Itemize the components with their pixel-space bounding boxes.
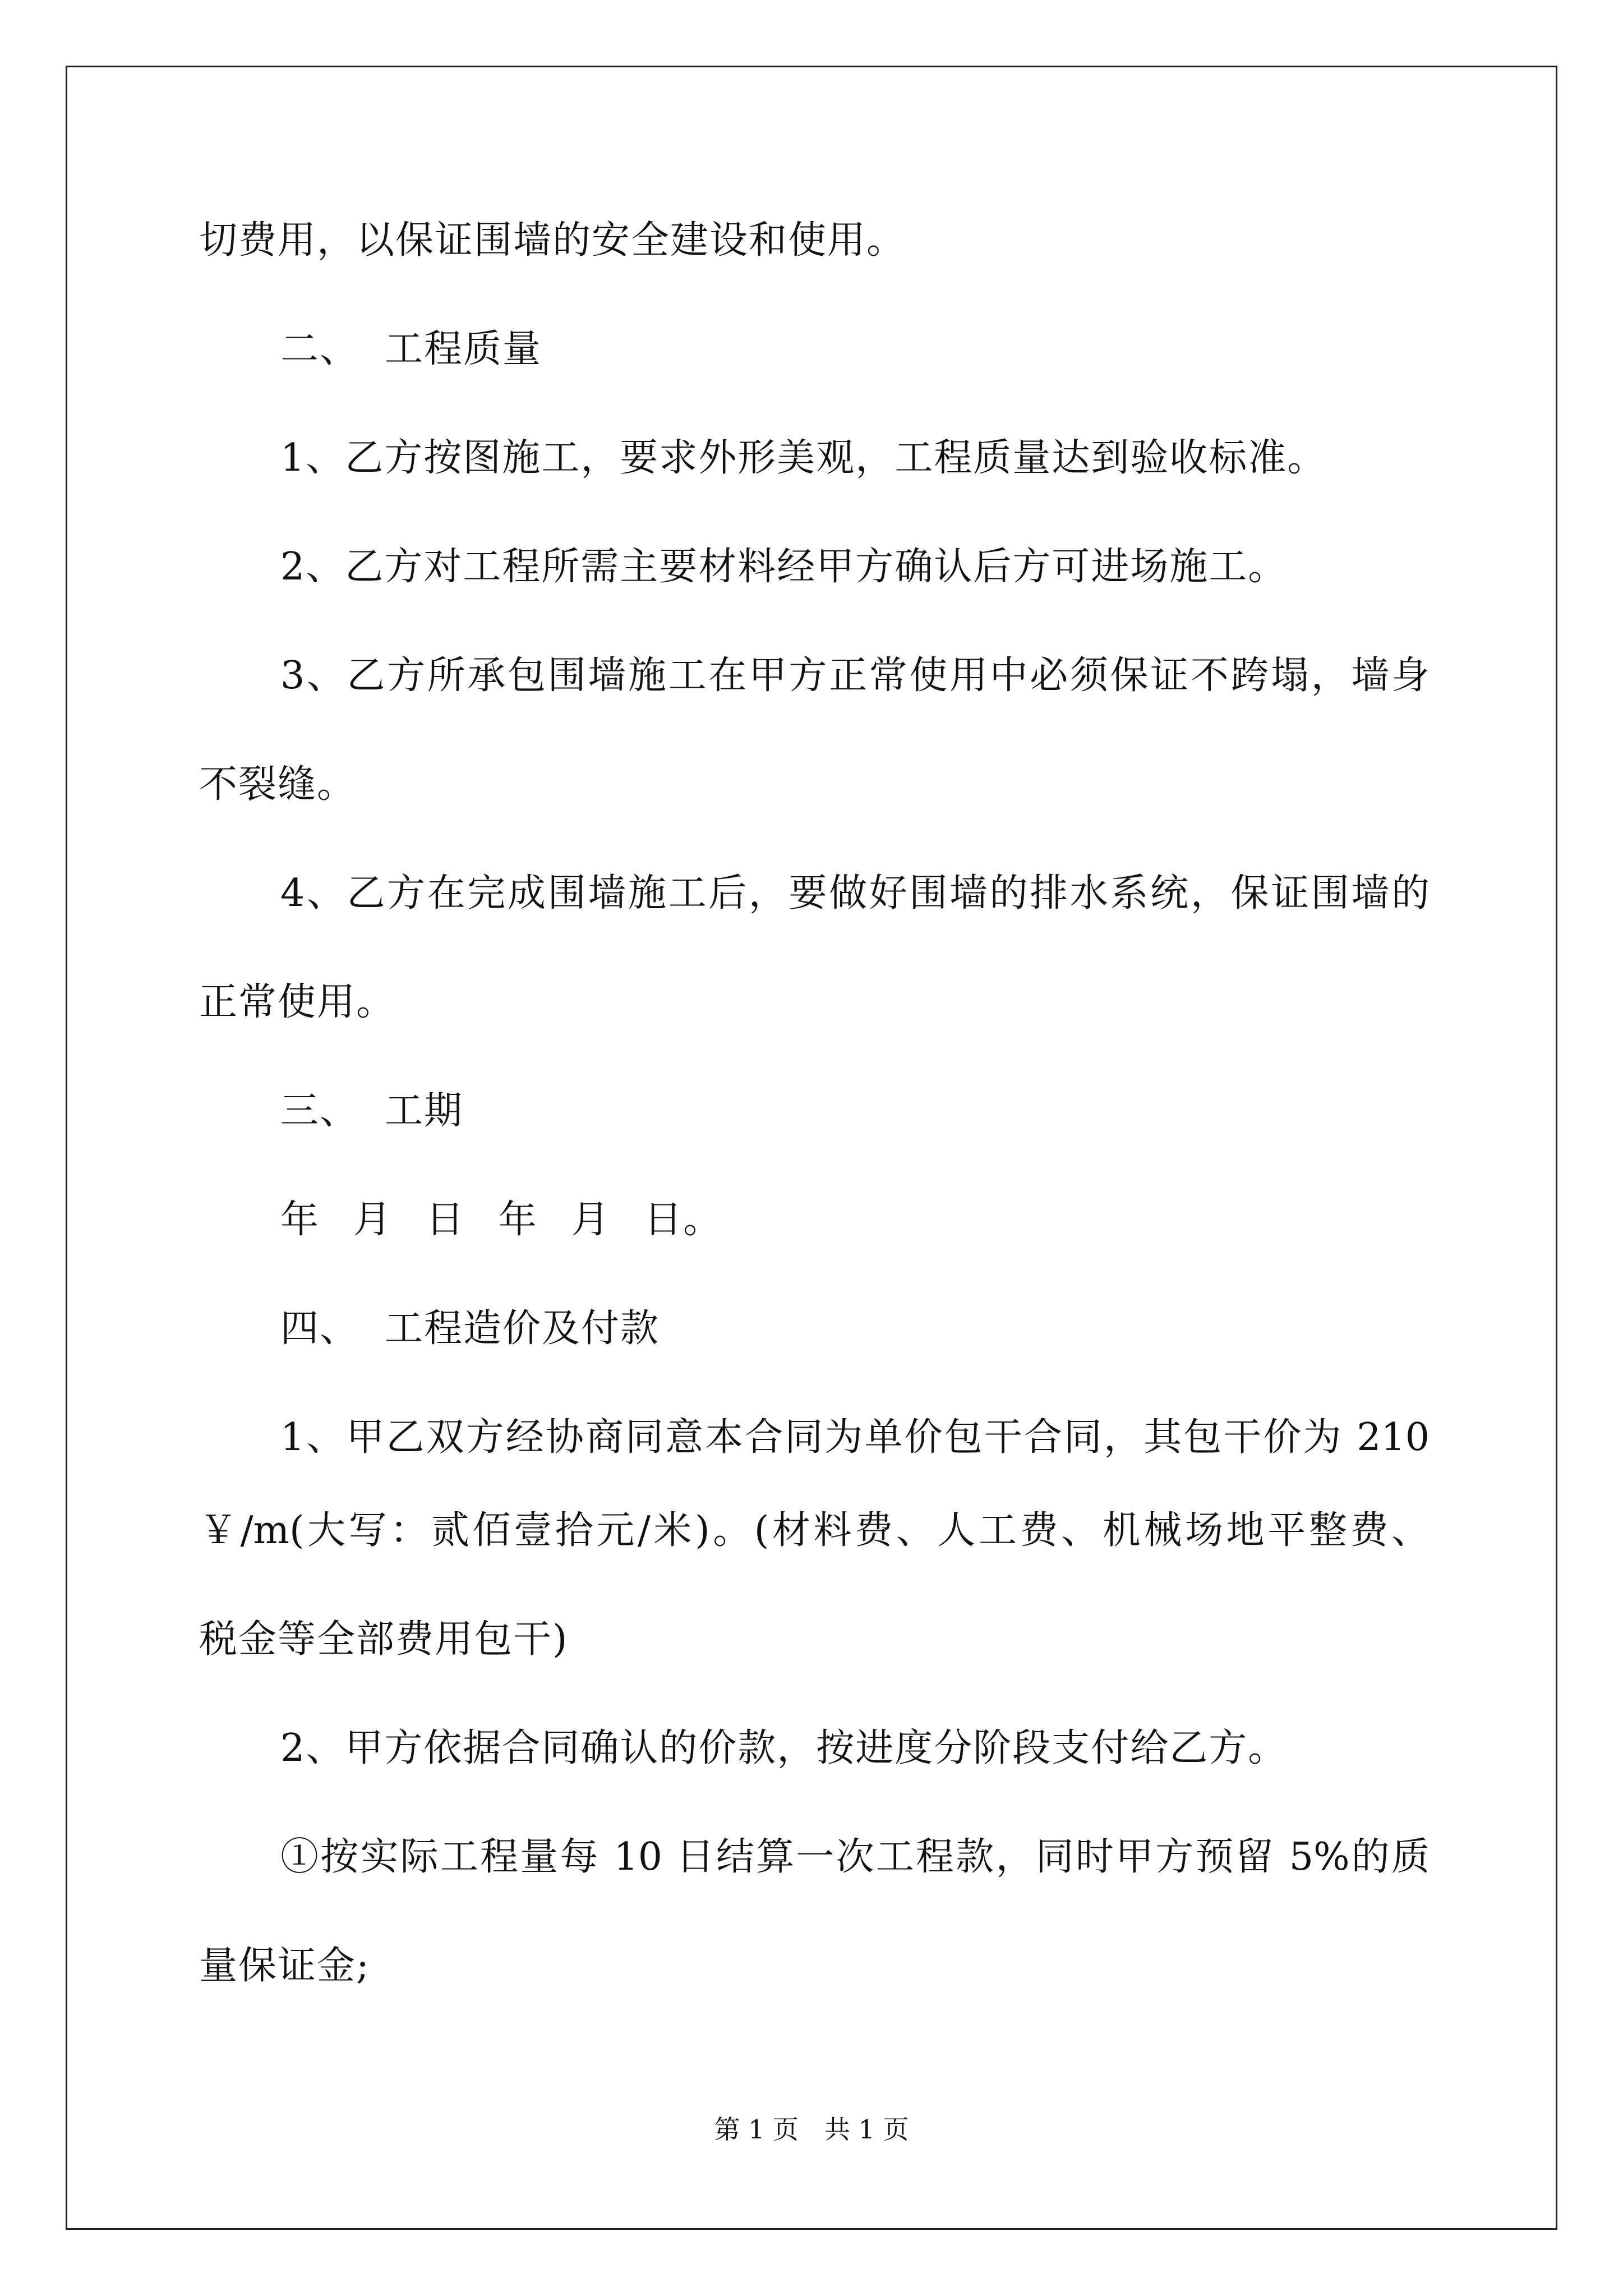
section-number: 三、	[280, 1089, 359, 1133]
section-heading: 工期	[385, 1089, 464, 1133]
paragraph-line: 量保证金;	[199, 1944, 370, 1988]
paragraph-line: 切费用，以保证围墙的安全建设和使用。	[199, 218, 906, 263]
paragraph-line: 1、甲乙双方经协商同意本合同为单价包干合同，其包干价为 210	[280, 1415, 1430, 1460]
page-number: 第 1 页	[714, 2114, 799, 2145]
paragraph-line: ①按实际工程量每 10 日结算一次工程款，同时甲方预留 5%的质	[280, 1835, 1430, 1879]
paragraph-line: 2、乙方对工程所需主要材料经甲方确认后方可进场施工。	[280, 545, 1288, 589]
paragraph-line: 正常使用。	[199, 980, 396, 1024]
paragraph-line: ￥/m(大写：贰佰壹拾元/米)。(材料费、人工费、机械场地平整费、	[199, 1508, 1430, 1553]
page-border	[66, 66, 1557, 2230]
paragraph-line: 不裂缝。	[199, 762, 357, 807]
section-heading: 工程质量	[385, 327, 542, 371]
section-number: 四、	[280, 1306, 359, 1351]
page-footer	[0, 2114, 1623, 2145]
paragraph-line: 4、乙方在完成围墙施工后，要做好围墙的排水系统，保证围墙的	[280, 871, 1430, 915]
page-total: 共 1 页	[824, 2114, 909, 2145]
paragraph-line: 2、甲方依据合同确认的价款，按进度分阶段支付给乙方。	[280, 1726, 1288, 1770]
paragraph-line: 3、乙方所承包围墙施工在甲方正常使用中必须保证不跨塌，墙身	[280, 654, 1430, 698]
date-line: 年 月 日 年 月 日。	[280, 1198, 723, 1242]
paragraph-line: 1、乙方按图施工，要求外形美观，工程质量达到验收标准。	[280, 436, 1327, 480]
section-number: 二、	[280, 327, 359, 371]
paragraph-line: 税金等全部费用包干)	[199, 1617, 569, 1662]
section-heading: 工程造价及付款	[385, 1306, 660, 1351]
